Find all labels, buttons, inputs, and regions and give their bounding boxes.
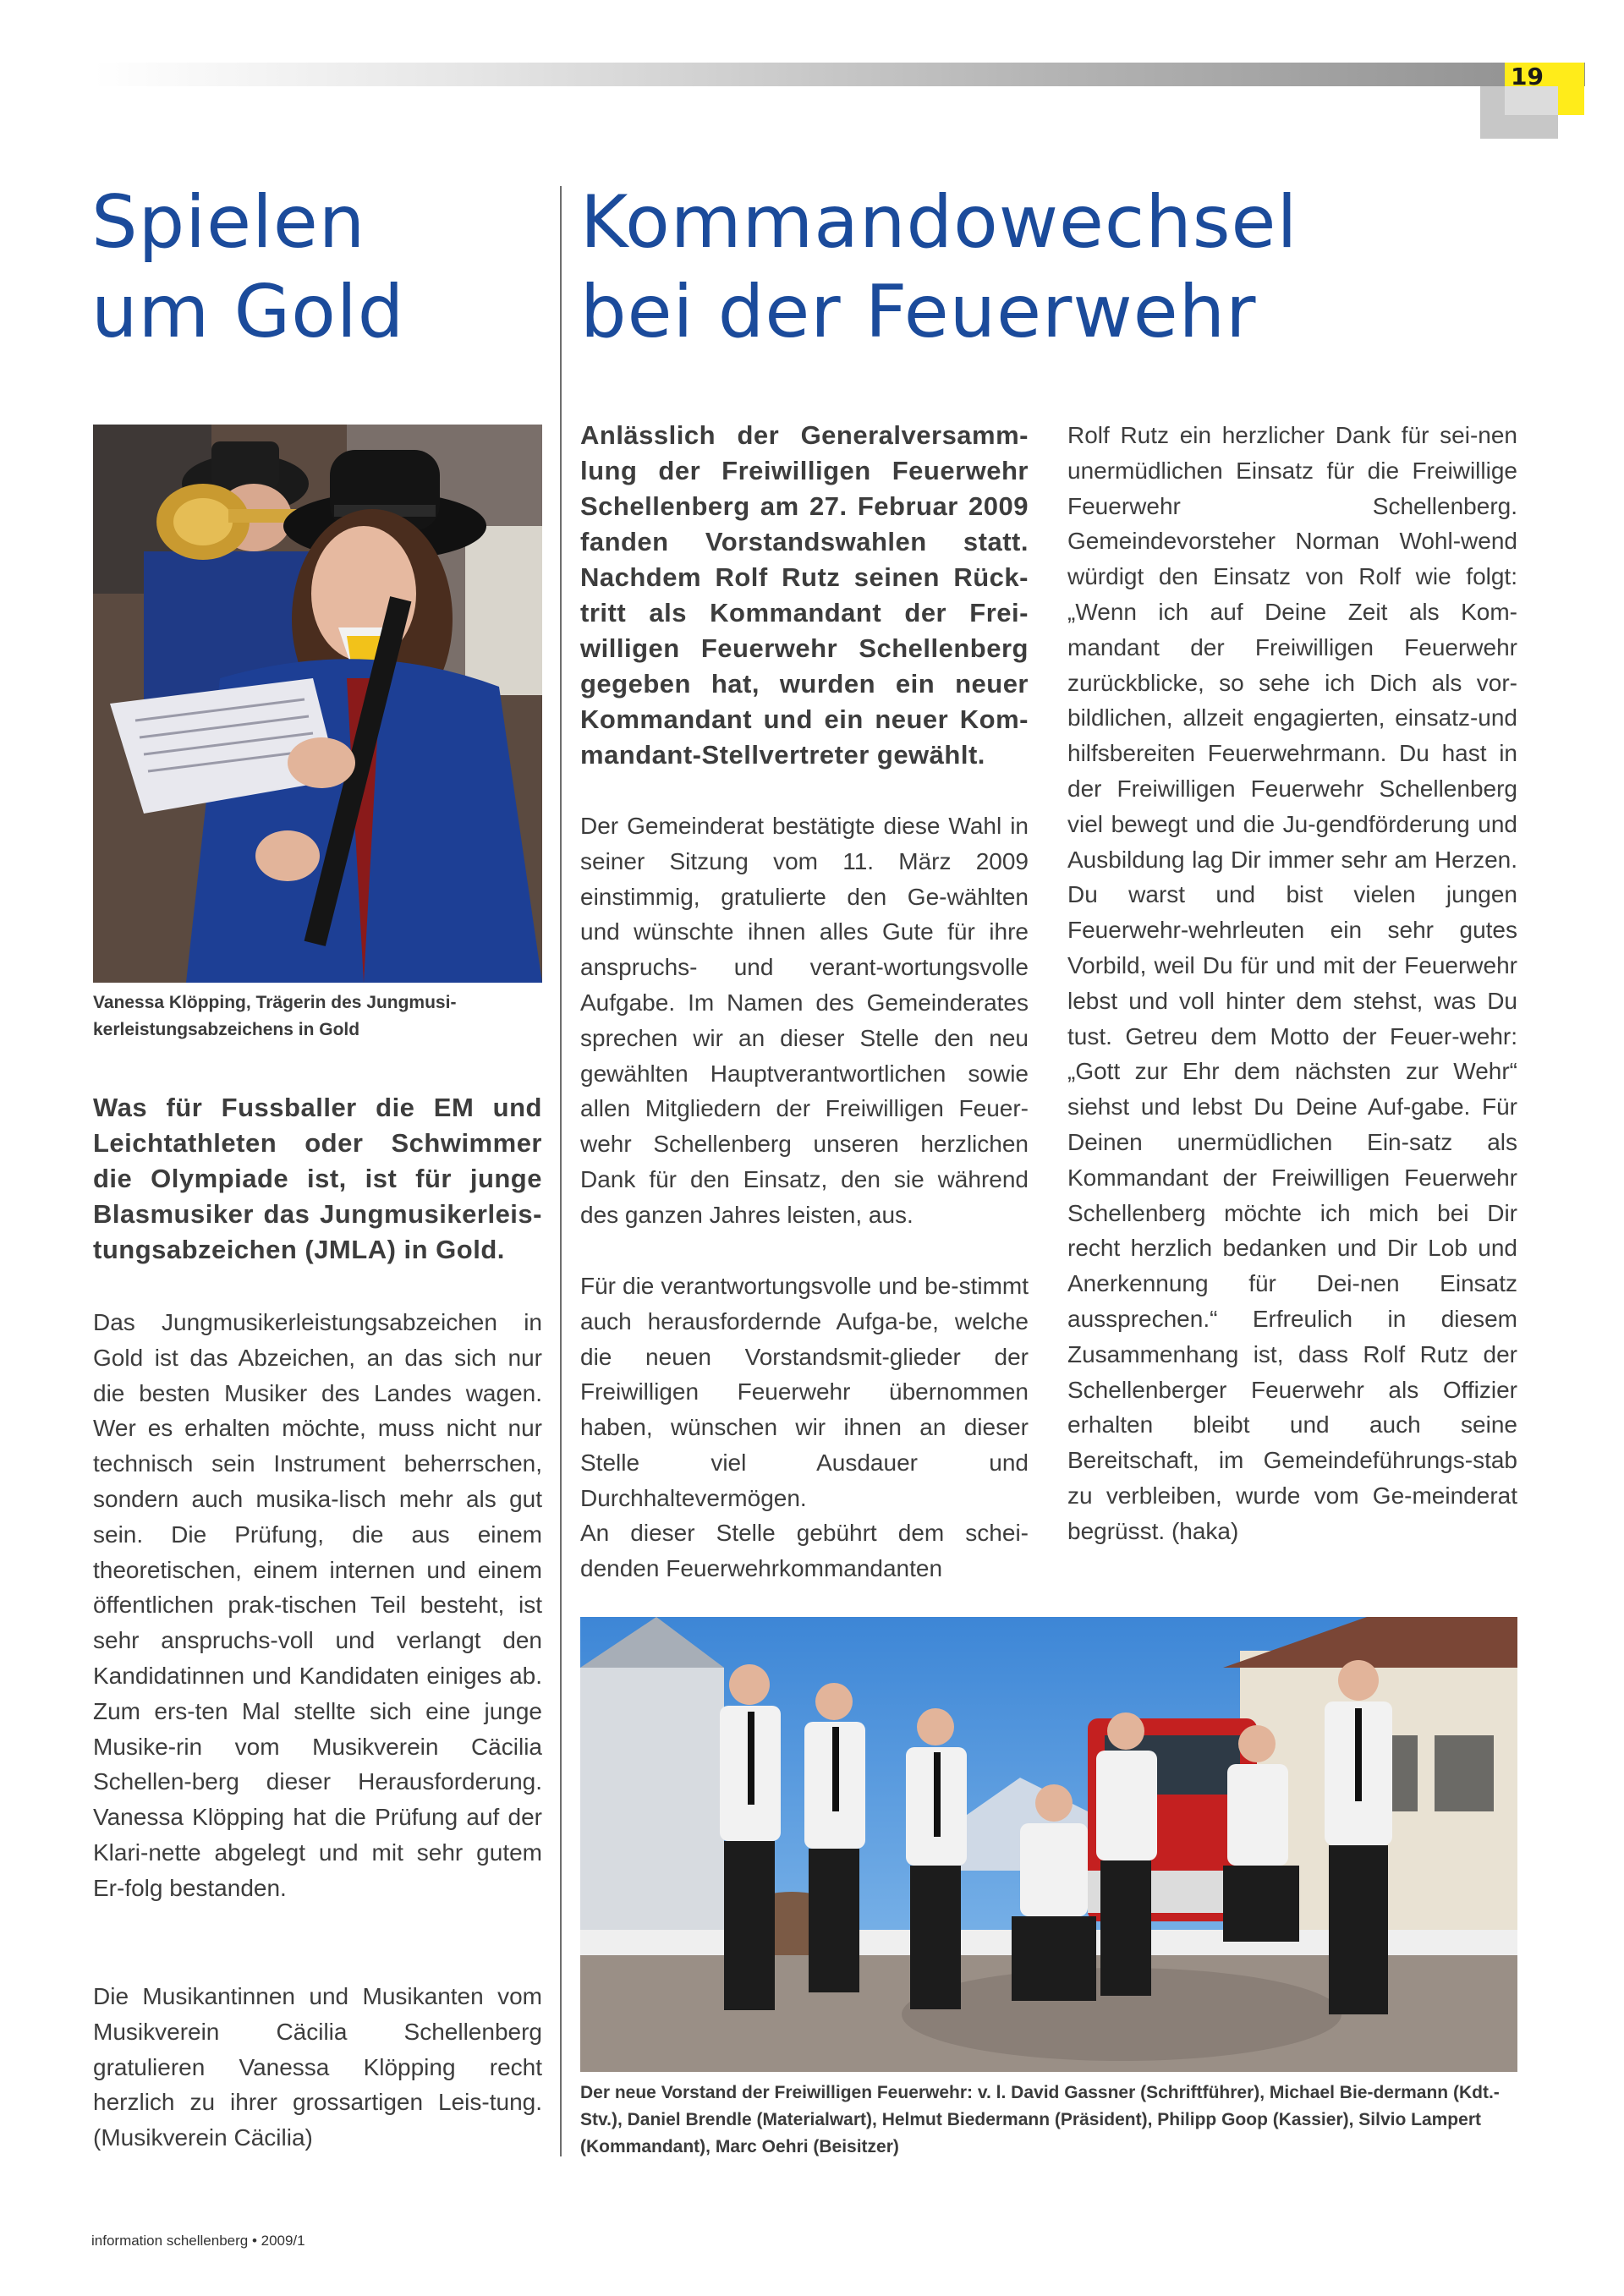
fire-brigade-illustration	[580, 1617, 1517, 2072]
right-article-col3-p1: Rolf Rutz ein herzlicher Dank für sei-nen unermüdlichen Einsatz für die Freiwillige Feuerwehr Schellenberg. Gemeindevorsteher Norman Wohl-wend würdigt den Einsatz von Rolf wie folgt: „Wenn ich auf Deine Zeit als Kom-mandant der Freiwilligen Feuerwehr zurückblicke, so sehe ich Dich als vor-bildlichen, allzeit engagierten, einsatz-und hilfsbereiten Feuerwehrmann. Du hast in der Freiwilligen Feuerwehr Schellenberg viel bewegt und die Ju-gendförderung und Ausbildung lag Dir immer sehr am Herzen. Du warst und bist vielen jungen Feuerwehr-wehrleuten ein sehr gutes Vorbild, weil Du für und mit der Feuerwehr lebst und voll hinter dem stehst, was Du tust. Getreu dem Motto der Feuer-wehr: „Gott zur Ehr dem nächsten zur Wehr“ siehst und lebst Du Deine Auf-gabe. Für Deinen unermüdlichen Ein-satz als Kommandant der Freiwilligen Feuerwehr Schellenberg möchte ich mich bei Dir recht herzlich bedanken und Dir Lob und Anerkennung für Dei-nen Einsatz aussprechen.“ Erfreulich in diesem Zusammenhang ist, dass Rolf Rutz der Schellenberger Feuerwehr als Offizier erhalten bleibt und auch seine Bereitschaft, im Gemeindeführungs-stab zu verbleiben, wurde vom Ge-meinderat begrüsst. (haka)	[1067, 422, 1517, 1544]
page-footer: information schellenberg • 2009/1	[91, 2233, 305, 2249]
musician-illustration	[93, 425, 542, 983]
fire-brigade-photo-caption: Der neue Vorstand der Freiwilligen Feuerwehr: v. l. David Gassner (Schriftführer), Michael Bie-dermann (Kdt.-Stv.), Daniel Brendle (Materialwart), Helmut Biedermann (Präsident), Philipp Goop (Kassier), Silvio Lampert (Kommandant), Marc Oehri (Beisitzer)	[580, 2083, 1500, 2156]
musician-photo-caption: Vanessa Klöpping, Trägerin des Jungmusi-kerleistungsabzeichens in Gold	[93, 993, 457, 1039]
right-article-title	[580, 178, 1595, 357]
right-title-line2: bei der Feuerwehr	[580, 270, 1257, 354]
page-number-overlap	[1505, 86, 1558, 115]
page-number: 19	[1511, 63, 1544, 90]
right-article-col2-p3: An dieser Stelle gebührt dem schei-denden Feuerwehrkommandanten	[580, 1520, 1029, 1581]
left-article-title	[91, 178, 565, 357]
header-gradient-bar	[93, 63, 1585, 86]
fire-brigade-photo	[580, 1617, 1517, 2072]
right-article-col2-p1: Der Gemeinderat bestätigte diese Wahl in seiner Sitzung vom 11. März 2009 einstimmig, gratulierte den Ge-wählten und wünschte ihnen alles Gute für ihre anspruchs- und verant-wortungsvolle Aufgabe. Im Namen des Gemeinderates sprechen wir an dieser Stelle den neu gewählten Hauptverantwortlichen sowie allen Mitgliedern der Freiwilligen Feuer-wehr Schellenberg unseren herzlichen Dank für den Einsatz, den sie während des ganzen Jahres leisten, aus.	[580, 813, 1029, 1228]
left-article-body-p1: Das Jungmusikerleistungsabzeichen in Gold ist das Abzeichen, an das sich nur die besten Musiker des Landes wagen. Wer es erhalten möchte, muss nicht nur technisch sein Instrument beherrschen, sondern auch musika-lisch mehr als gut sein. Die Prüfung, die aus einem theoretischen, einem internen und einem öffentlichen prak-tischen Teil besteht, ist sehr anspruchs-voll und verlangt den Kandidatinnen und Kandidaten einiges ab. Zum ers-ten Mal stellte sich eine junge Musike-rin vom Musikverein Cäcilia Schellen-berg dieser Herausforderung. Vanessa Klöpping hat die Prüfung auf der Klari-nette abgelegt und mit sehr gutem Er-folg bestanden.	[93, 1309, 542, 1901]
right-article-lead: Anlässlich der Generalversamm-lung der Freiwilligen Feuerwehr Schellenberg am 27. Februar 2009 fanden Vorstandswahlen statt. Nachdem Rolf Rutz seinen Rück-tritt als Kommandant der Frei-willigen Feuerwehr Schellenberg gegeben hat, wurden ein neuer Kommandant und ein neuer Kom-mandant-Stellvertreter gewählt.	[580, 420, 1029, 770]
column-divider	[560, 186, 562, 2156]
musician-photo	[93, 425, 542, 983]
right-article-col2-p2: Für die verantwortungsvolle und be-stimmt auch herausfordernde Aufga-be, welche die neuen Vorstandsmit-glieder der Freiwilligen Feuerwehr übernommen haben, wünschen wir ihnen an dieser Stelle viel Ausdauer und Durchhaltevermögen.	[580, 1273, 1029, 1511]
left-title-line2: um Gold	[91, 270, 405, 354]
left-article-lead: Was für Fussballer die EM und Leichtathleten oder Schwimmer die Olympiade ist, ist für junge Blasmusiker das Jungmusikerleis-tungsabzeichen (JMLA) in Gold.	[93, 1093, 542, 1264]
left-article-body-p2: Die Musikantinnen und Musikanten vom Musikverein Cäcilia Schellenberg gratulieren Vanessa Klöpping recht herzlich zu ihrer grossartigen Leis-tung. (Musikverein Cäcilia)	[93, 1983, 542, 2151]
left-title-line1: Spielen	[91, 180, 366, 265]
right-title-line1: Kommandowechsel	[580, 180, 1298, 265]
